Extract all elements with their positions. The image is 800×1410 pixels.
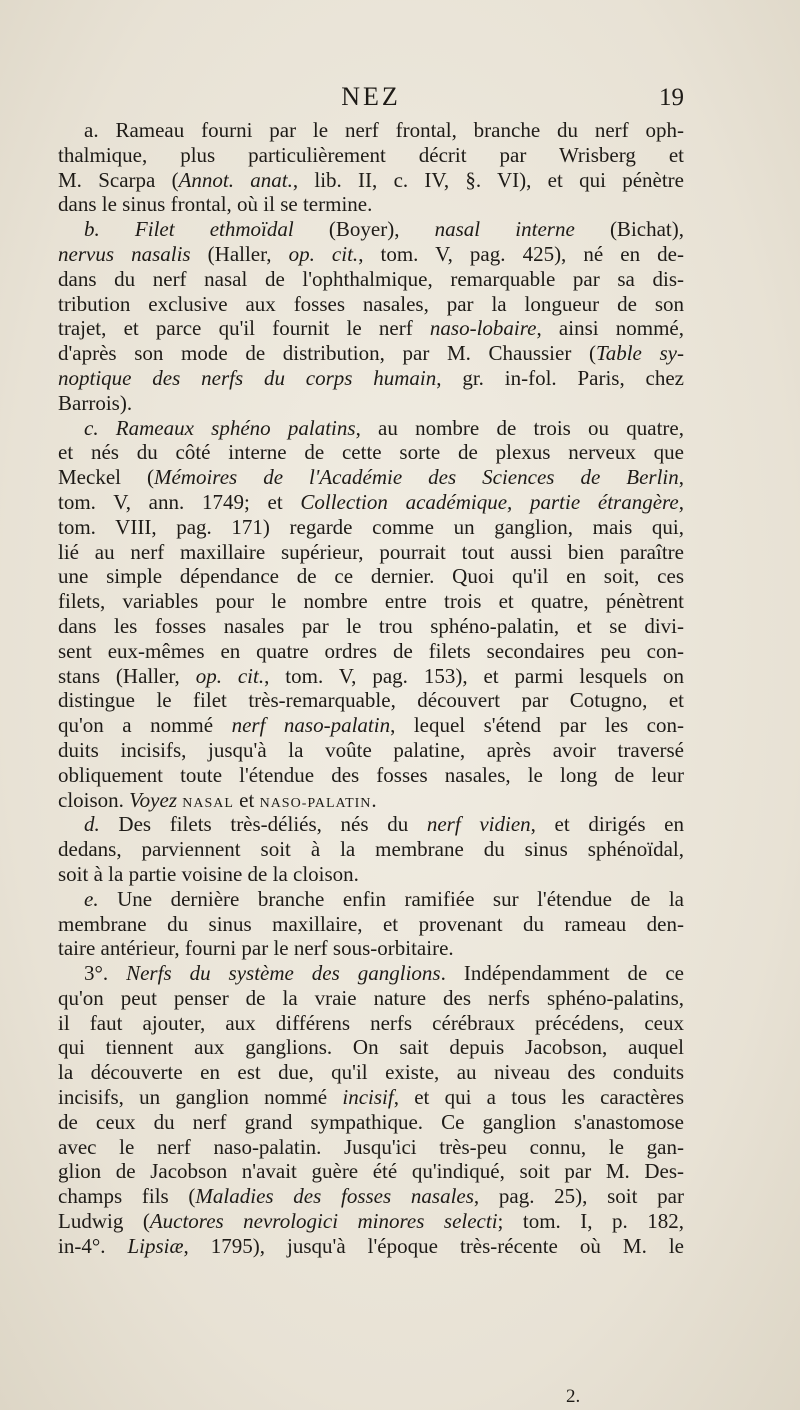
italic-run: Collection académique, partie étrangère — [300, 489, 679, 514]
text-run: Barrois). — [58, 390, 133, 415]
text-run: qu'on a nommé — [58, 713, 232, 738]
text-run: obliquement toute l'étendue des fosses nasales, le long de leur — [58, 762, 684, 787]
text-run: trajet, et parce qu'il fournit le nerf — [58, 316, 430, 341]
text-run: a. — [84, 118, 116, 142]
text-run: dans le sinus frontal, où il se termine. — [58, 192, 373, 217]
text-run: , lib. II, c. IV, §. VI), et qui pénètre — [292, 167, 684, 192]
text-run: champs fils ( — [58, 1184, 196, 1209]
text-line — [58, 589, 684, 614]
text-line — [58, 912, 684, 937]
text-run: , au nombre de trois ou quatre, — [355, 415, 684, 440]
italic-run: Mémoires de l'Académie des Sciences de Berlin — [153, 465, 679, 490]
page-header — [58, 82, 684, 118]
text-line — [58, 242, 684, 267]
italic-run: Filet ethmoïdal — [134, 217, 294, 242]
text-run: il faut ajouter, aux différens nerfs cérébraux précédens, ceux — [58, 1010, 684, 1035]
text-run: dans du nerf nasal de l'ophthalmique, remarquable par sa dis- — [58, 266, 684, 291]
italic-run: naso-lobaire — [429, 316, 537, 341]
text-line — [58, 1060, 684, 1085]
text-run: Des filets très-déliés, nés du — [118, 812, 427, 837]
text-line — [58, 862, 684, 887]
text-run: (Haller, — [190, 241, 289, 266]
text-run: et nés du côté interne de cette sorte de plexus nerveux que — [58, 440, 684, 465]
text-line — [58, 564, 684, 589]
text-line — [58, 1085, 684, 1110]
signature-mark: 2. — [566, 1386, 581, 1407]
text-run: et — [233, 787, 260, 812]
text-run: , tom. V, pag. 153), et parmi lesquels on — [264, 663, 684, 688]
italic-run: Table sy- — [595, 341, 684, 366]
text-line — [58, 490, 684, 515]
text-run: (Bichat), — [574, 217, 684, 242]
small-caps-run: NASO-PALATIN — [259, 795, 372, 811]
text-line — [58, 267, 684, 292]
text-run: ; tom. I, p. 182, — [497, 1209, 684, 1234]
text-run: , — [678, 489, 684, 514]
text-run: soit à la partie voisine de la cloison. — [58, 861, 359, 886]
text-line — [58, 961, 684, 986]
text-line — [58, 292, 684, 317]
text-run: , — [678, 465, 684, 490]
text-run: , gr. in-fol. Paris, chez — [436, 365, 684, 390]
text-run: tom. V, ann. 1749; et — [58, 489, 301, 514]
text-line — [58, 1159, 684, 1184]
text-run: d'après son mode de distribution, par M. Chaussier ( — [58, 341, 596, 366]
text-run: cloison. — [58, 787, 130, 812]
body-text — [58, 118, 684, 1259]
italic-run: op. cit. — [195, 663, 265, 688]
text-line — [58, 887, 684, 912]
text-run: , lequel s'étend par les con- — [390, 713, 684, 738]
text-run: incisifs, un ganglion nommé — [58, 1085, 343, 1110]
text-line — [58, 540, 684, 565]
text-line — [58, 639, 684, 664]
text-run: qu'on peut penser de la vraie nature des nerfs sphéno-palatins, — [58, 985, 684, 1010]
text-line — [58, 316, 684, 341]
italic-run: Voyez — [129, 787, 177, 812]
text-line — [58, 763, 684, 788]
italic-run: e. — [84, 886, 118, 911]
text-run: M. Scarpa ( — [58, 167, 179, 192]
text-line — [58, 1011, 684, 1036]
italic-run: nerf vidien — [426, 812, 531, 837]
text-run: membrane du sinus maxillaire, et provenant du rameau den- — [58, 911, 684, 936]
small-caps-run: NASAL — [182, 795, 234, 811]
italic-run: nasal interne — [434, 217, 575, 242]
text-line — [58, 366, 684, 391]
italic-run: incisif — [342, 1085, 394, 1110]
text-line — [58, 168, 684, 193]
text-run: de ceux du nerf grand sympathique. Ce ganglion s'anastomose — [58, 1109, 684, 1134]
text-line — [58, 986, 684, 1011]
text-line — [58, 341, 684, 366]
running-title: NEZ — [341, 82, 401, 111]
text-run: sent eux-mêmes en quatre ordres de filets secondaires peu con- — [58, 638, 684, 663]
text-line — [58, 416, 684, 441]
text-line — [58, 1184, 684, 1209]
italic-run: Auctores nevrologici minores selecti — [149, 1209, 498, 1234]
text-run: . — [371, 787, 377, 812]
text-run: duits incisifs, jusqu'à la voûte palatine, après avoir traversé — [58, 737, 684, 762]
text-line — [58, 1135, 684, 1160]
text-run: Une dernière branche enfin ramifiée sur l'étendue de la — [117, 886, 684, 911]
text-line — [58, 217, 684, 242]
page-number: 19 — [659, 84, 684, 111]
text-line — [58, 837, 684, 862]
text-run: tom. VIII, pag. 171) regarde comme un ganglion, mais qui, — [58, 514, 684, 539]
text-run: . Indépendamment de ce — [440, 961, 684, 986]
text-line — [58, 1110, 684, 1135]
text-line — [58, 1209, 684, 1234]
text-run: tribution exclusive aux fosses nasales, par la longueur de son — [58, 291, 684, 316]
text-run: , et qui a tous les caractères — [393, 1085, 684, 1110]
text-line — [58, 614, 684, 639]
italic-run: d. — [84, 812, 119, 837]
text-line — [58, 788, 684, 813]
text-run: , ainsi nommé, — [536, 316, 684, 341]
italic-run: nerf naso-palatin — [231, 713, 391, 738]
text-line — [58, 118, 684, 143]
text-line — [58, 440, 684, 465]
text-run: taire antérieur, fourni par le nerf sous-orbitaire. — [58, 936, 454, 961]
text-run: , pag. 25), soit par — [473, 1184, 684, 1209]
text-line — [58, 465, 684, 490]
text-line — [58, 1234, 684, 1259]
italic-run: Maladies des fosses nasales — [195, 1184, 474, 1209]
italic-run: c. — [84, 415, 116, 440]
text-run: thalmique, plus particulièrement décrit par Wrisberg et — [58, 142, 684, 167]
text-run: in-4°. — [58, 1233, 128, 1258]
text-run: lié au nerf maxillaire supérieur, pourrait tout aussi bien paraître — [58, 539, 684, 564]
italic-run: Lipsiæ — [127, 1233, 184, 1258]
italic-run: nervus nasalis — [58, 241, 191, 266]
text-run: Rameau fourni par le nerf frontal, branche du nerf oph- — [115, 118, 684, 142]
text-run: dans les fosses nasales par le trou sphéno-palatin, et se divi- — [58, 613, 684, 638]
text-line — [58, 1035, 684, 1060]
text-run: une simple dépendance de ce dernier. Quoi qu'il en soit, ces — [58, 564, 684, 589]
text-line — [58, 713, 684, 738]
text-run: qui tiennent aux ganglions. On sait depuis Jacobson, auquel — [58, 1035, 684, 1060]
italic-run: Nerfs du système des ganglions — [126, 961, 441, 986]
text-line — [58, 143, 684, 168]
text-line — [58, 936, 684, 961]
italic-run: Rameaux sphéno palatins — [115, 415, 356, 440]
text-line — [58, 192, 684, 217]
text-run: , tom. V, pag. 425), né en de- — [358, 241, 684, 266]
text-line — [58, 391, 684, 416]
text-run: , et dirigés en — [530, 812, 684, 837]
text-run: (Boyer), — [293, 217, 435, 242]
italic-run: op. cit. — [288, 241, 359, 266]
text-run: avec le nerf naso-palatin. Jusqu'ici très-peu connu, le gan- — [58, 1134, 684, 1159]
text-run: distingue le filet très-remarquable, découvert par Cotugno, et — [58, 688, 684, 713]
text-run: la découverte en est due, qu'il existe, au niveau des conduits — [58, 1060, 684, 1085]
text-run: 3°. — [84, 961, 127, 986]
text-line — [58, 688, 684, 713]
text-run: , 1795), jusqu'à l'époque très-récente où M. le — [183, 1233, 684, 1258]
italic-run: Annot. anat. — [178, 167, 293, 192]
text-run: glion de Jacobson n'avait guère été qu'indiqué, soit par M. Des- — [58, 1159, 684, 1184]
italic-run: noptique des nerfs du corps humain — [58, 365, 437, 390]
text-run: Meckel ( — [58, 465, 154, 490]
text-run: stans (Haller, — [58, 663, 196, 688]
italic-run: b. — [84, 217, 135, 242]
text-run: dedans, parviennent soit à la membrane du sinus sphénoïdal, — [58, 837, 684, 862]
text-run: Ludwig ( — [58, 1209, 150, 1234]
text-line — [58, 812, 684, 837]
text-line — [58, 738, 684, 763]
text-line — [58, 664, 684, 689]
text-line — [58, 515, 684, 540]
text-run: filets, variables pour le nombre entre trois et quatre, pénètrent — [58, 589, 684, 614]
